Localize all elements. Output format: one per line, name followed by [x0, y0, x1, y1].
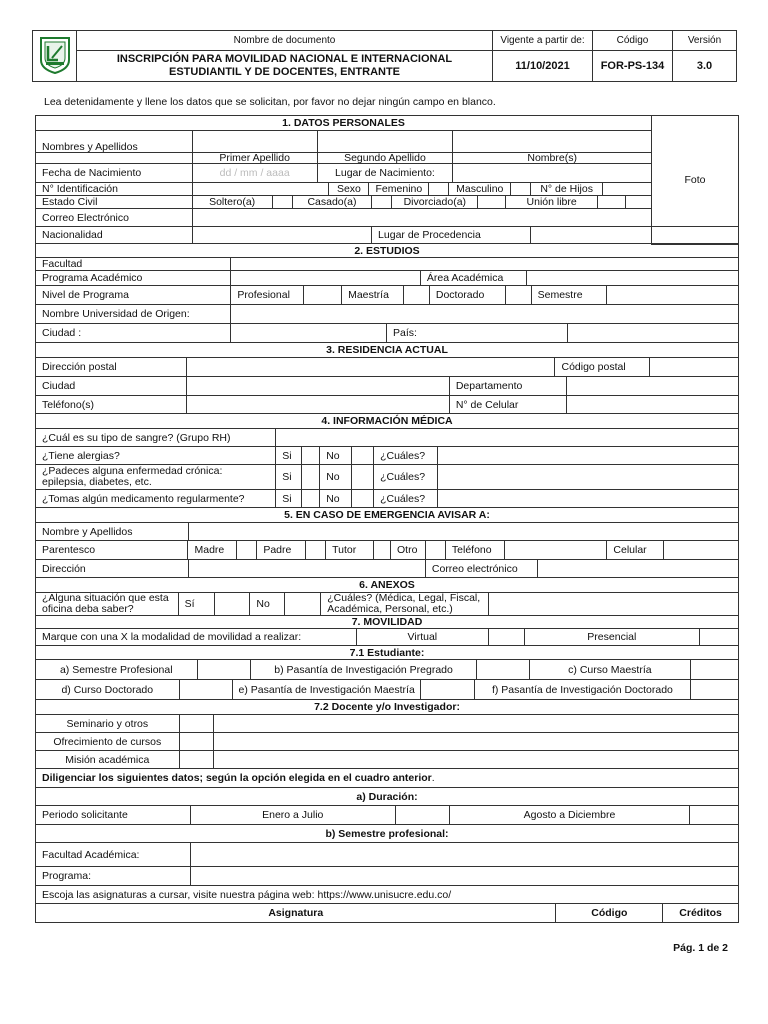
telefono-label: Teléfono(s) — [36, 396, 187, 413]
programa-sp-label: Programa: — [36, 867, 191, 885]
opcion-f-label: f) Pasantía de Investigación Doctorado — [475, 680, 691, 699]
version-label: Versión — [673, 31, 737, 51]
version-value: 3.0 — [673, 51, 737, 82]
correo-input[interactable] — [193, 209, 738, 226]
emergencia-nombre-label: Nombre y Apellidos — [36, 523, 189, 540]
ciudad-residencia-label: Ciudad — [36, 377, 187, 395]
medicamento-cuales-label: ¿Cuáles? — [374, 490, 438, 507]
profesional-label: Profesional — [231, 286, 304, 304]
ciudad-estudios-label: Ciudad : — [36, 324, 231, 342]
alergias-si-label: Si — [276, 447, 302, 464]
union-label: Unión libre — [506, 196, 598, 208]
nacionalidad-input[interactable] — [193, 227, 372, 243]
nombres-sublabel: Nombre(s) — [527, 152, 577, 163]
ciudad-residencia-input[interactable] — [187, 377, 450, 395]
direccion-postal-input[interactable] — [187, 358, 556, 376]
fecha-nac-label: Fecha de Nacimiento — [36, 164, 193, 182]
col-codigo-header: Código — [556, 904, 663, 922]
opcion-b-box[interactable] — [477, 660, 530, 679]
cronica-cuales-input[interactable] — [438, 465, 738, 489]
masculino-box[interactable] — [511, 183, 531, 195]
code-value: FOR-PS-134 — [593, 51, 673, 82]
celular-label: N° de Celular — [450, 396, 567, 413]
virtual-box[interactable] — [489, 629, 525, 645]
valid-from-value: 11/10/2021 — [493, 51, 593, 82]
celular-emergencia-input[interactable] — [664, 541, 738, 559]
sangre-input[interactable] — [276, 429, 738, 446]
madre-label: Madre — [188, 541, 237, 559]
lugar-nac-input[interactable] — [453, 164, 651, 182]
section-4-title: 4. INFORMACIÓN MÉDICA — [321, 415, 453, 427]
doc-name-label: Nombre de documento — [77, 31, 493, 51]
opcion-c-label: c) Curso Maestría — [530, 660, 692, 679]
soltero-label: Soltero(a) — [193, 196, 273, 208]
opcion-a-box[interactable] — [198, 660, 252, 679]
procedencia-input[interactable] — [531, 227, 738, 243]
segundo-apellido-label: Segundo Apellido — [318, 152, 454, 163]
nivel-label: Nivel de Programa — [36, 286, 231, 304]
hijos-label: N° de Hijos — [531, 183, 603, 195]
alergias-cuales-label: ¿Cuáles? — [374, 447, 438, 464]
section-5-title: 5. EN CASO DE EMERGENCIA AVISAR A: — [284, 509, 490, 521]
otro-box[interactable] — [426, 541, 446, 559]
virtual-label: Virtual — [357, 629, 489, 645]
diligenciar-label: Diligenciar los siguientes datos; según la opción elegida en el cuadro anterior — [42, 772, 432, 784]
col-asignatura-header: Asignatura — [36, 904, 556, 922]
emergencia-nombre-input[interactable] — [189, 523, 738, 540]
tutor-label: Tutor — [326, 541, 374, 559]
medicamento-si-box[interactable] — [302, 490, 320, 507]
opcion-b-label: b) Pasantía de Investigación Pregrado — [251, 660, 476, 679]
alergias-no-label: No — [320, 447, 352, 464]
soltero-box[interactable] — [273, 196, 293, 208]
universidad-label: Nombre Universidad de Origen: — [36, 305, 231, 323]
area-input[interactable] — [527, 271, 738, 285]
maestria-box[interactable] — [404, 286, 430, 304]
document-title — [77, 51, 493, 82]
cronica-cuales-label: ¿Cuáles? — [374, 465, 438, 489]
page-number: Pág. 1 de 2 — [673, 942, 728, 954]
doctorado-box[interactable] — [506, 286, 532, 304]
anexos-no-box[interactable] — [285, 593, 321, 615]
section-7-title: 7. MOVILIDAD — [351, 616, 423, 628]
ofrecimiento-box[interactable] — [180, 733, 214, 750]
section-6-title: 6. ANEXOS — [359, 579, 415, 591]
medicamento-no-box[interactable] — [352, 490, 374, 507]
intro-text: Lea detenidamente y llene los datos que se solicitan, por favor no dejar ningún campo en blanco. — [44, 96, 496, 108]
primer-apellido-label: Primer Apellido — [193, 152, 318, 163]
celular-emergencia-label: Celular — [607, 541, 664, 559]
subsection-estudiante-title: 7.1 Estudiante: — [349, 646, 425, 659]
facultad-label: Facultad — [36, 258, 231, 270]
anexos-si-label: Sí — [179, 593, 215, 615]
divorciado-box[interactable] — [478, 196, 506, 208]
sangre-label: ¿Cuál es su tipo de sangre? (Grupo RH) — [36, 429, 276, 446]
hijos-input[interactable] — [603, 183, 651, 195]
anexos-cuales-input[interactable] — [489, 593, 738, 615]
enero-julio-label: Enero a Julio — [191, 806, 396, 824]
nacionalidad-label: Nacionalidad — [36, 227, 193, 243]
semestre-label: Semestre — [532, 286, 608, 304]
mision-input[interactable] — [214, 751, 738, 768]
ofrecimiento-input[interactable] — [214, 733, 738, 750]
seminario-label: Seminario y otros — [36, 715, 180, 732]
logo-cell — [33, 31, 77, 82]
correo-emergencia-label: Correo electrónico — [426, 560, 538, 577]
cronica-no-box[interactable] — [352, 465, 374, 489]
departamento-input[interactable] — [567, 377, 739, 395]
document-header — [32, 30, 737, 82]
casado-label: Casado(a) — [293, 196, 373, 208]
lugar-nac-label: Lugar de Nacimiento: — [318, 164, 454, 182]
presencial-label: Presencial — [525, 629, 700, 645]
pais-input[interactable] — [568, 324, 738, 342]
facultad-input[interactable] — [231, 258, 738, 270]
casado-box[interactable] — [372, 196, 392, 208]
seminario-box[interactable] — [180, 715, 214, 732]
madre-box[interactable] — [237, 541, 257, 559]
mision-box[interactable] — [180, 751, 214, 768]
celular-input[interactable] — [567, 396, 739, 413]
direccion-emergencia-label: Dirección — [36, 560, 189, 577]
padre-box[interactable] — [306, 541, 326, 559]
alergias-label: ¿Tiene alergias? — [36, 447, 276, 464]
segundo-apellido-input[interactable] — [318, 131, 454, 152]
mision-label: Misión académica — [36, 751, 180, 768]
doctorado-label: Doctorado — [430, 286, 506, 304]
nombres-label: Nombres y Apellidos — [36, 131, 193, 152]
title-line-2: ESTUDIANTIL Y DE DOCENTES, ENTRANTE — [168, 66, 401, 78]
identificacion-label: N° Identificación — [36, 183, 193, 195]
university-logo-icon — [38, 36, 72, 74]
section-2-title: 2. ESTUDIOS — [354, 244, 420, 257]
opcion-c-box[interactable] — [691, 660, 738, 679]
telefono-emergencia-label: Teléfono — [446, 541, 505, 559]
telefono-input[interactable] — [187, 396, 450, 413]
opcion-d-label: d) Curso Doctorado — [36, 680, 180, 699]
medicamento-no-label: No — [320, 490, 352, 507]
profesional-box[interactable] — [304, 286, 342, 304]
cronica-no-label: No — [320, 465, 352, 489]
facultad-academica-input[interactable] — [191, 843, 738, 866]
duracion-title: a) Duración: — [356, 790, 418, 803]
opcion-d-box[interactable] — [180, 680, 234, 699]
correo-emergencia-input[interactable] — [538, 560, 738, 577]
semestre-profesional-title: b) Semestre profesional: — [325, 827, 449, 840]
col-creditos-header: Créditos — [679, 907, 722, 919]
masculino-label: Masculino — [449, 183, 511, 195]
femenino-box[interactable] — [429, 183, 449, 195]
periodo-label: Periodo solicitante — [36, 806, 191, 824]
photo-label: Foto — [684, 174, 706, 186]
universidad-input[interactable] — [231, 305, 738, 323]
code-label: Código — [593, 31, 673, 51]
anexos-pregunta-label: ¿Alguna situación que esta oficina deba saber? — [36, 593, 179, 615]
opcion-a-label: a) Semestre Profesional — [36, 660, 198, 679]
programa-sp-input[interactable] — [191, 867, 738, 885]
opcion-e-box[interactable] — [421, 680, 475, 699]
parentesco-label: Parentesco — [36, 541, 188, 559]
programa-label: Programa Académico — [36, 271, 231, 285]
enero-julio-box[interactable] — [396, 806, 450, 824]
femenino-label: Femenino — [369, 183, 429, 195]
direccion-emergencia-input[interactable] — [189, 560, 426, 577]
programa-input[interactable] — [231, 271, 420, 285]
modalidad-label: Marque con una X la modalidad de movilidad a realizar: — [36, 629, 357, 645]
ciudad-estudios-input[interactable] — [231, 324, 387, 342]
area-label: Área Académica — [421, 271, 527, 285]
otro-label: Otro — [391, 541, 426, 559]
section-datos-personales — [35, 115, 739, 923]
tutor-box[interactable] — [374, 541, 391, 559]
pais-label: País: — [387, 324, 568, 342]
direccion-postal-label: Dirección postal — [36, 358, 187, 376]
codigo-postal-input[interactable] — [650, 358, 738, 376]
medicamento-si-label: Si — [276, 490, 302, 507]
telefono-emergencia-input[interactable] — [505, 541, 608, 559]
alergias-cuales-input[interactable] — [438, 447, 738, 464]
anexos-si-box[interactable] — [215, 593, 251, 615]
agosto-diciembre-box[interactable] — [690, 806, 738, 824]
primer-apellido-input[interactable] — [193, 131, 318, 152]
padre-label: Padre — [257, 541, 306, 559]
correo-label: Correo Electrónico — [36, 209, 193, 226]
semestre-input[interactable] — [607, 286, 738, 304]
presencial-box[interactable] — [700, 629, 738, 645]
medicamento-label: ¿Tomas algún medicamento regularmente? — [36, 490, 276, 507]
opcion-f-box[interactable] — [691, 680, 738, 699]
maestria-label: Maestría — [342, 286, 404, 304]
cronica-label: ¿Padeces alguna enfermedad crónica: epilepsia, diabetes, etc. — [36, 465, 276, 489]
estado-civil-label: Estado Civil — [36, 196, 193, 208]
divorciado-label: Divorciado(a) — [392, 196, 478, 208]
nombres-input[interactable] — [453, 131, 651, 152]
anexos-cuales-label: ¿Cuáles? (Médica, Legal, Fiscal, Académica, Personal, etc.) — [321, 593, 489, 615]
section-1-title: 1. DATOS PERSONALES — [282, 117, 405, 129]
fecha-nac-input[interactable]: dd / mm / aaaa — [193, 164, 318, 182]
seminario-input[interactable] — [214, 715, 738, 732]
agosto-diciembre-label: Agosto a Diciembre — [450, 806, 690, 824]
valid-from-label: Vigente a partir de: — [493, 31, 593, 51]
section-3-title: 3. RESIDENCIA ACTUAL — [326, 344, 448, 356]
cronica-si-label: Si — [276, 465, 302, 489]
medicamento-cuales-input[interactable] — [438, 490, 738, 507]
identificacion-input[interactable] — [193, 183, 330, 195]
subsection-docente-title: 7.2 Docente y/o Investigador: — [314, 701, 460, 713]
union-box[interactable] — [598, 196, 626, 208]
alergias-si-box[interactable] — [302, 447, 320, 464]
title-line-1: INSCRIPCIÓN PARA MOVILIDAD NACIONAL E INTERNACIONAL — [116, 53, 453, 65]
ofrecimiento-label: Ofrecimiento de cursos — [36, 733, 180, 750]
alergias-no-box[interactable] — [352, 447, 374, 464]
departamento-label: Departamento — [450, 377, 567, 395]
anexos-no-label: No — [250, 593, 285, 615]
diligenciar-text: Diligenciar los siguientes datos; según la opción elegida en el cuadro anterior . — [42, 772, 435, 784]
sexo-label: Sexo — [329, 183, 369, 195]
procedencia-label: Lugar de Procedencia — [372, 227, 531, 243]
opcion-e-label: e) Pasantía de Investigación Maestría — [233, 680, 420, 699]
cronica-si-box[interactable] — [302, 465, 320, 489]
facultad-academica-label: Facultad Académica: — [36, 843, 191, 866]
codigo-postal-label: Código postal — [555, 358, 650, 376]
asignaturas-instruction: Escoja las asignaturas a cursar, visite nuestra página web: https://www.unisucre.edu.co/ — [42, 888, 452, 901]
